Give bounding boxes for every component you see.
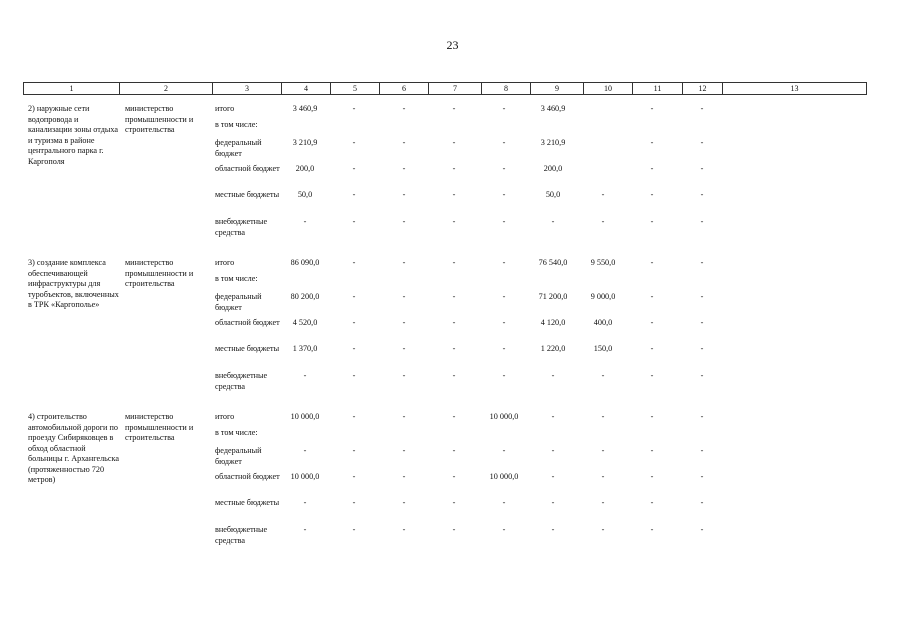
value-cell-col-12: - [700,104,704,113]
value-cell-col-6: - [402,190,406,199]
value-cell-col-11: - [650,292,654,301]
value-cell-col-6: - [402,498,406,507]
responsible-organization: министерство промышленности и строительства [125,104,194,134]
value-cell-col-8: - [502,190,506,199]
value-cell-col-6: - [402,292,406,301]
value-cell-col-5: - [352,344,356,353]
value-cell-col-4: - [303,498,307,507]
project-name: 3) создание комплекса обеспечивающей инфраструктуры для туробъектов, включенных в ТРК «Каргополье» [28,258,119,309]
column-header-4: 4 [282,83,331,94]
value-cell-col-10: - [601,217,605,226]
value-cell-col-4: 80 200,0 [290,292,320,301]
value-cell-col-4: - [303,371,307,380]
funding-source-label: в том числе: [215,274,258,283]
value-cell-col-12: - [700,138,704,147]
funding-source-label: областной бюджет [215,164,280,173]
value-cell-col-5: - [352,525,356,534]
value-cell-col-5: - [352,258,356,267]
value-cell-col-5: - [352,190,356,199]
value-cell-col-6: - [402,258,406,267]
value-cell-col-11: - [650,104,654,113]
value-cell-col-5: - [352,412,356,421]
value-cell-col-10: - [601,412,605,421]
value-cell-col-5: - [352,217,356,226]
value-cell-col-9: - [551,446,555,455]
value-cell-col-12: - [700,525,704,534]
value-cell-col-8: - [502,217,506,226]
column-header-9: 9 [531,83,584,94]
value-cell-col-11: - [650,318,654,327]
value-cell-col-5: - [352,318,356,327]
value-cell-col-7: - [452,344,456,353]
value-cell-col-10: - [601,472,605,481]
value-cell-col-7: - [452,258,456,267]
value-cell-col-9: 1 220,0 [540,344,566,353]
value-cell-col-11: - [650,472,654,481]
value-cell-col-8: - [502,446,506,455]
value-cell-col-10: 9 550,0 [590,258,616,267]
value-cell-col-6: - [402,525,406,534]
value-cell-col-9: 3 210,9 [540,138,566,147]
value-cell-col-8: - [502,371,506,380]
value-cell-col-12: - [700,344,704,353]
value-cell-col-5: - [352,138,356,147]
value-cell-col-9: 4 120,0 [540,318,566,327]
funding-source-label: областной бюджет [215,472,280,481]
value-cell-col-5: - [352,371,356,380]
funding-source-label: в том числе: [215,428,258,437]
value-cell-col-12: - [700,498,704,507]
value-cell-col-7: - [452,525,456,534]
responsible-organization: министерство промышленности и строительства [125,258,194,288]
funding-source-label: внебюджетные средства [215,525,268,545]
value-cell-col-4: - [303,217,307,226]
value-cell-col-6: - [402,104,406,113]
value-cell-col-12: - [700,318,704,327]
value-cell-col-12: - [700,190,704,199]
value-cell-col-4: 3 460,9 [292,104,318,113]
value-cell-col-9: - [551,498,555,507]
value-cell-col-7: - [452,498,456,507]
value-cell-col-8: - [502,258,506,267]
funding-source-label: федеральный бюджет [215,292,262,312]
value-cell-col-7: - [452,217,456,226]
column-header-10: 10 [584,83,633,94]
value-cell-col-12: - [700,472,704,481]
value-cell-col-8: - [502,292,506,301]
column-header-7: 7 [429,83,482,94]
project-name: 2) наружные сети водопровода и канализации зоны отдыха и туризма в районе центрального парка г. Каргополя [28,104,119,166]
value-cell-col-11: - [650,446,654,455]
value-cell-col-11: - [650,498,654,507]
value-cell-col-10: 150,0 [593,344,613,353]
value-cell-col-10: 400,0 [593,318,613,327]
value-cell-col-6: - [402,318,406,327]
column-header-12: 12 [683,83,723,94]
value-cell-col-5: - [352,446,356,455]
value-cell-col-7: - [452,472,456,481]
value-cell-col-12: - [700,371,704,380]
column-header-8: 8 [482,83,531,94]
value-cell-col-11: - [650,344,654,353]
value-cell-col-4: 86 090,0 [290,258,320,267]
value-cell-col-6: - [402,138,406,147]
value-cell-col-8: - [502,104,506,113]
column-header-1: 1 [24,83,120,94]
column-header-13: 13 [723,83,867,94]
value-cell-col-8: - [502,164,506,173]
value-cell-col-9: 50,0 [545,190,561,199]
column-header-row [23,82,867,95]
value-cell-col-7: - [452,190,456,199]
value-cell-col-4: - [303,525,307,534]
value-cell-col-9: - [551,371,555,380]
value-cell-col-8: - [502,525,506,534]
funding-source-label: итого [215,258,235,267]
funding-source-label: в том числе: [215,120,258,129]
value-cell-col-10: - [601,371,605,380]
value-cell-col-6: - [402,371,406,380]
value-cell-col-11: - [650,138,654,147]
value-cell-col-5: - [352,164,356,173]
value-cell-col-9: - [551,412,555,421]
value-cell-col-5: - [352,104,356,113]
funding-source-label: внебюджетные средства [215,217,268,237]
column-header-5: 5 [331,83,380,94]
value-cell-col-5: - [352,498,356,507]
value-cell-col-12: - [700,446,704,455]
project-name: 4) строительство автомобильной дороги по проезду Сибиряковцев в обход областной больницы г. Архангельска (протяженностью 720 метров) [28,412,120,484]
responsible-organization: министерство промышленности и строительства [125,412,194,442]
value-cell-col-9: 200,0 [543,164,563,173]
value-cell-col-12: - [700,412,704,421]
funding-source-label: местные бюджеты [215,344,280,353]
value-cell-col-8: - [502,318,506,327]
funding-source-label: местные бюджеты [215,498,280,507]
value-cell-col-8: - [502,498,506,507]
value-cell-col-4: - [303,446,307,455]
value-cell-col-7: - [452,371,456,380]
value-cell-col-7: - [452,318,456,327]
value-cell-col-8: - [502,344,506,353]
column-header-3: 3 [213,83,282,94]
value-cell-col-12: - [700,164,704,173]
value-cell-col-9: - [551,472,555,481]
value-cell-col-4: 1 370,0 [292,344,318,353]
value-cell-col-4: 200,0 [295,164,315,173]
value-cell-col-12: - [700,292,704,301]
value-cell-col-6: - [402,344,406,353]
value-cell-col-7: - [452,138,456,147]
column-header-2: 2 [120,83,213,94]
value-cell-col-7: - [452,412,456,421]
funding-source-label: областной бюджет [215,318,280,327]
funding-source-label: внебюджетные средства [215,371,268,391]
value-cell-col-6: - [402,217,406,226]
value-cell-col-11: - [650,164,654,173]
value-cell-col-12: - [700,258,704,267]
value-cell-col-10: - [601,498,605,507]
value-cell-col-6: - [402,446,406,455]
value-cell-col-4: 4 520,0 [292,318,318,327]
value-cell-col-11: - [650,412,654,421]
value-cell-col-11: - [650,371,654,380]
value-cell-col-6: - [402,472,406,481]
value-cell-col-7: - [452,292,456,301]
column-header-6: 6 [380,83,429,94]
value-cell-col-11: - [650,258,654,267]
funding-source-label: федеральный бюджет [215,446,262,466]
value-cell-col-5: - [352,472,356,481]
value-cell-col-4: 10 000,0 [290,412,320,421]
value-cell-col-6: - [402,164,406,173]
value-cell-col-9: 71 200,0 [538,292,568,301]
value-cell-col-4: 50,0 [297,190,313,199]
funding-source-label: итого [215,104,235,113]
value-cell-col-8: - [502,138,506,147]
value-cell-col-4: 10 000,0 [290,472,320,481]
value-cell-col-9: - [551,217,555,226]
value-cell-col-11: - [650,217,654,226]
value-cell-col-4: 3 210,9 [292,138,318,147]
value-cell-col-7: - [452,164,456,173]
column-header-11: 11 [633,83,683,94]
value-cell-col-9: 76 540,0 [538,258,568,267]
value-cell-col-10: - [601,525,605,534]
value-cell-col-11: - [650,190,654,199]
funding-source-label: федеральный бюджет [215,138,262,158]
value-cell-col-6: - [402,412,406,421]
value-cell-col-8: 10 000,0 [489,412,519,421]
value-cell-col-7: - [452,104,456,113]
value-cell-col-12: - [700,217,704,226]
value-cell-col-5: - [352,292,356,301]
value-cell-col-8: 10 000,0 [489,472,519,481]
value-cell-col-10: - [601,446,605,455]
value-cell-col-7: - [452,446,456,455]
value-cell-col-9: - [551,525,555,534]
value-cell-col-9: 3 460,9 [540,104,566,113]
value-cell-col-10: - [601,190,605,199]
funding-source-label: итого [215,412,235,421]
value-cell-col-10: 9 000,0 [590,292,616,301]
value-cell-col-11: - [650,525,654,534]
funding-source-label: местные бюджеты [215,190,280,199]
page-number: 23 [446,38,459,52]
